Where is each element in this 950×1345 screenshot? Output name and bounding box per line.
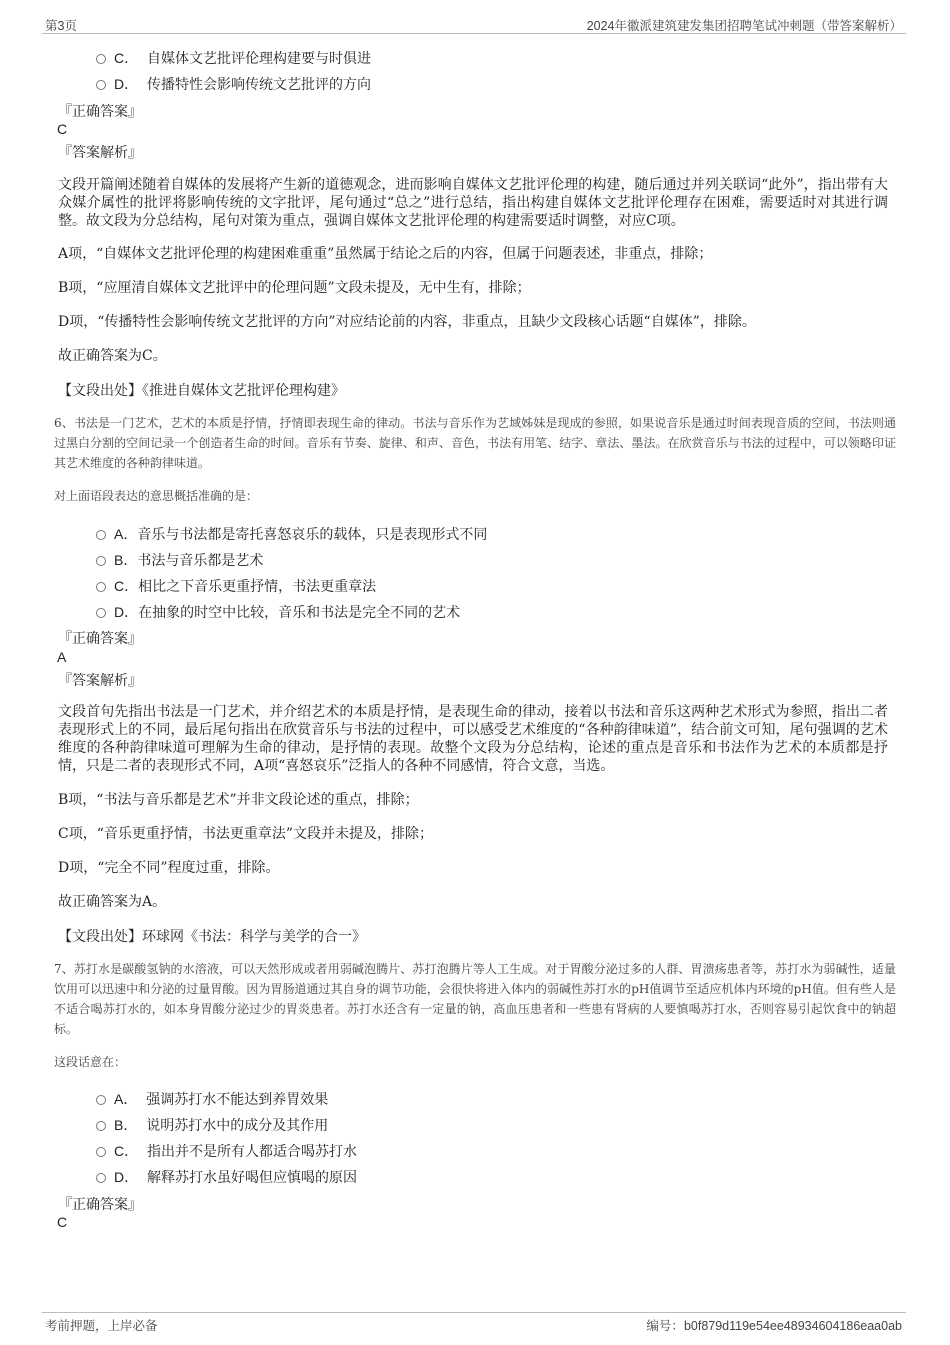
q5-analysis-a: A项，“自媒体文艺批评伦理的构建困难重重”虽然属于结论之后的内容，但属于问题表述，非重点，排除； <box>58 246 713 262</box>
option-letter: D． <box>114 1169 139 1185</box>
q7-answer-label: 『正确答案』 <box>58 1197 142 1213</box>
option-letter: D． <box>114 76 139 92</box>
q6-stem: 6、书法是一门艺术，艺术的本质是抒情，抒情即表现生命的律动。书法与音乐作为艺域姊妹是现成的参照，如果说音乐是通过时间表现音质的空间，书法则通过黑白分割的空间记录一个创造者生命的时间。音乐有节奏、旋律、和声、音色，书法有用笔、结字、章法、墨法。在欣赏音乐与书法的过程中，可以领略印证其艺术维度的各种韵律味道。 <box>54 416 896 470</box>
radio-icon[interactable] <box>96 582 106 592</box>
q5-option-c[interactable] <box>96 48 371 68</box>
q5-conclusion: 故正确答案为C。 <box>58 348 167 364</box>
footer-code-label: 编号： <box>646 1319 684 1333</box>
option-letter: B． <box>114 552 138 568</box>
page-number: 第3页 <box>45 19 77 33</box>
q7-prompt: 这段话意在： <box>54 1055 127 1069</box>
page-footer <box>42 1312 906 1336</box>
option-letter: C． <box>114 50 139 66</box>
q7-answer: C <box>57 1214 68 1230</box>
q6-option-a[interactable] <box>96 524 487 544</box>
option-text: 解释苏打水虽好喝但应慎喝的原因 <box>147 1170 358 1186</box>
option-text: 指出并不是所有人都适合喝苏打水 <box>147 1144 358 1160</box>
radio-icon[interactable] <box>96 1173 106 1183</box>
radio-icon[interactable] <box>96 556 106 566</box>
q7-option-b[interactable] <box>96 1115 328 1135</box>
footer-code-block <box>646 1316 902 1334</box>
option-text: 强调苏打水不能达到养胃效果 <box>146 1092 329 1108</box>
option-text: 自媒体文艺批评伦理构建要与时俱进 <box>147 51 372 67</box>
footer-slogan: 考前押题，上岸必备 <box>45 1319 158 1333</box>
radio-icon[interactable] <box>96 80 106 90</box>
q6-option-d[interactable] <box>96 602 460 622</box>
footer-code: b0f879d119e54ee48934604186eaa0ab <box>683 1319 902 1333</box>
option-letter: D． <box>114 604 139 620</box>
option-text: 传播特性会影响传统文艺批评的方向 <box>147 77 372 93</box>
q6-analysis-d: D项，“完全不同”程度过重，排除。 <box>58 860 280 876</box>
q5-analysis-main: 文段开篇阐述随着自媒体的发展将产生新的道德观念，进而影响自媒体文艺批评伦理的构建，随后通过并列关联词“此外”，指出带有大众媒介属性的批评将影响传统的文字批评，尾句通过“总之”进行总结，指出构建自媒体文艺批评伦理存在困难，需要适时对其进行调整。故文段为分总结构，尾句对策为重点，强调自媒体文艺批评伦理的构建需要适时调整，对应C项。 <box>58 177 888 229</box>
q6-analysis-b: B项，“书法与音乐都是艺术”并非文段论述的重点，排除； <box>58 792 419 808</box>
page-header <box>42 14 906 34</box>
radio-icon[interactable] <box>96 1095 106 1105</box>
q5-analysis-label: 『答案解析』 <box>58 145 142 161</box>
q6-conclusion: 故正确答案为A。 <box>58 894 167 910</box>
radio-icon[interactable] <box>96 1147 106 1157</box>
q6-option-c[interactable] <box>96 576 376 596</box>
q6-analysis-c: C项，“音乐更重抒情，书法更重章法”文段并未提及，排除； <box>58 826 434 842</box>
q5-analysis-b: B项，“应厘清自媒体文艺批评中的伦理问题”文段未提及，无中生有，排除； <box>58 280 531 296</box>
q6-source: 【文段出处】环球网《书法：科学与美学的合一》 <box>58 929 366 945</box>
option-text: 相比之下音乐更重抒情，书法更重章法 <box>138 579 377 595</box>
q7-option-d[interactable] <box>96 1167 357 1187</box>
q5-answer: C <box>57 121 68 137</box>
q6-analysis-main: 文段首句先指出书法是一门艺术，并介绍艺术的本质是抒情，是表现生命的律动，接着以书法和音乐这两种艺术形式为参照，指出二者表现形式上的不同，最后尾句指出在欣赏音乐与书法的过程中，可以感受艺术维度的“各种韵律味道”，结合前文可知，尾句强调的艺术维度的各种韵律味道可理解为生命的律动，是抒情的表现。故整个文段为分总结构，论述的重点是音乐和书法作为艺术的本质都是抒情，只是二者的表现形式不同，A项“喜怒哀乐”泛指人的各种不同感情，符合文意，当选。 <box>58 704 888 774</box>
document-title: 2024年徽派建筑建发集团招聘笔试冲刺题（带答案解析） <box>586 19 902 33</box>
option-letter: A． <box>114 526 138 542</box>
q7-option-a[interactable] <box>96 1089 328 1109</box>
q5-option-d[interactable] <box>96 74 371 94</box>
option-text: 在抽象的时空中比较，音乐和书法是完全不同的艺术 <box>138 605 461 621</box>
q7-stem: 7、苏打水是碳酸氢钠的水溶液，可以天然形成或者用弱碱泡腾片、苏打泡腾片等人工生成。对于胃酸分泌过多的人群、胃溃疡患者等，苏打水为弱碱性，适量饮用可以迅速中和分泌的过量胃酸。因为胃肠道通过其自身的调节功能，会很快将进入体内的弱碱性苏打水的pH值调节至适应机体内环境的pH值。但有些人是不适合喝苏打水的，如本身胃酸分泌过少的胃炎患者。苏打水还含有一定量的钠，高血压患者和一些患有肾病的人要慎喝苏打水，否则容易引起饮食中的钠超标。 <box>54 962 896 1036</box>
option-letter: B． <box>114 1117 138 1133</box>
radio-icon[interactable] <box>96 1121 106 1131</box>
option-text: 说明苏打水中的成分及其作用 <box>146 1118 329 1134</box>
q7-option-c[interactable] <box>96 1141 357 1161</box>
q5-analysis-d: D项，“传播特性会影响传统文艺批评的方向”对应结论前的内容，非重点，且缺少文段核心话题“自媒体”，排除。 <box>58 314 756 330</box>
option-letter: C． <box>114 578 139 594</box>
q6-option-b[interactable] <box>96 550 263 570</box>
q6-answer: A <box>57 649 67 665</box>
q5-answer-label: 『正确答案』 <box>58 104 142 120</box>
radio-icon[interactable] <box>96 530 106 540</box>
q6-prompt: 对上面语段表达的意思概括准确的是： <box>54 489 259 503</box>
q6-answer-label: 『正确答案』 <box>58 631 142 647</box>
q6-analysis-label: 『答案解析』 <box>58 673 142 689</box>
radio-icon[interactable] <box>96 608 106 618</box>
q5-source: 【文段出处】《推进自媒体文艺批评伦理构建》 <box>58 383 345 399</box>
option-text: 书法与音乐都是艺术 <box>137 553 264 569</box>
radio-icon[interactable] <box>96 54 106 64</box>
option-letter: A． <box>114 1091 138 1107</box>
option-text: 音乐与书法都是寄托喜怒哀乐的载体，只是表现形式不同 <box>137 527 488 543</box>
option-letter: C． <box>114 1143 139 1159</box>
